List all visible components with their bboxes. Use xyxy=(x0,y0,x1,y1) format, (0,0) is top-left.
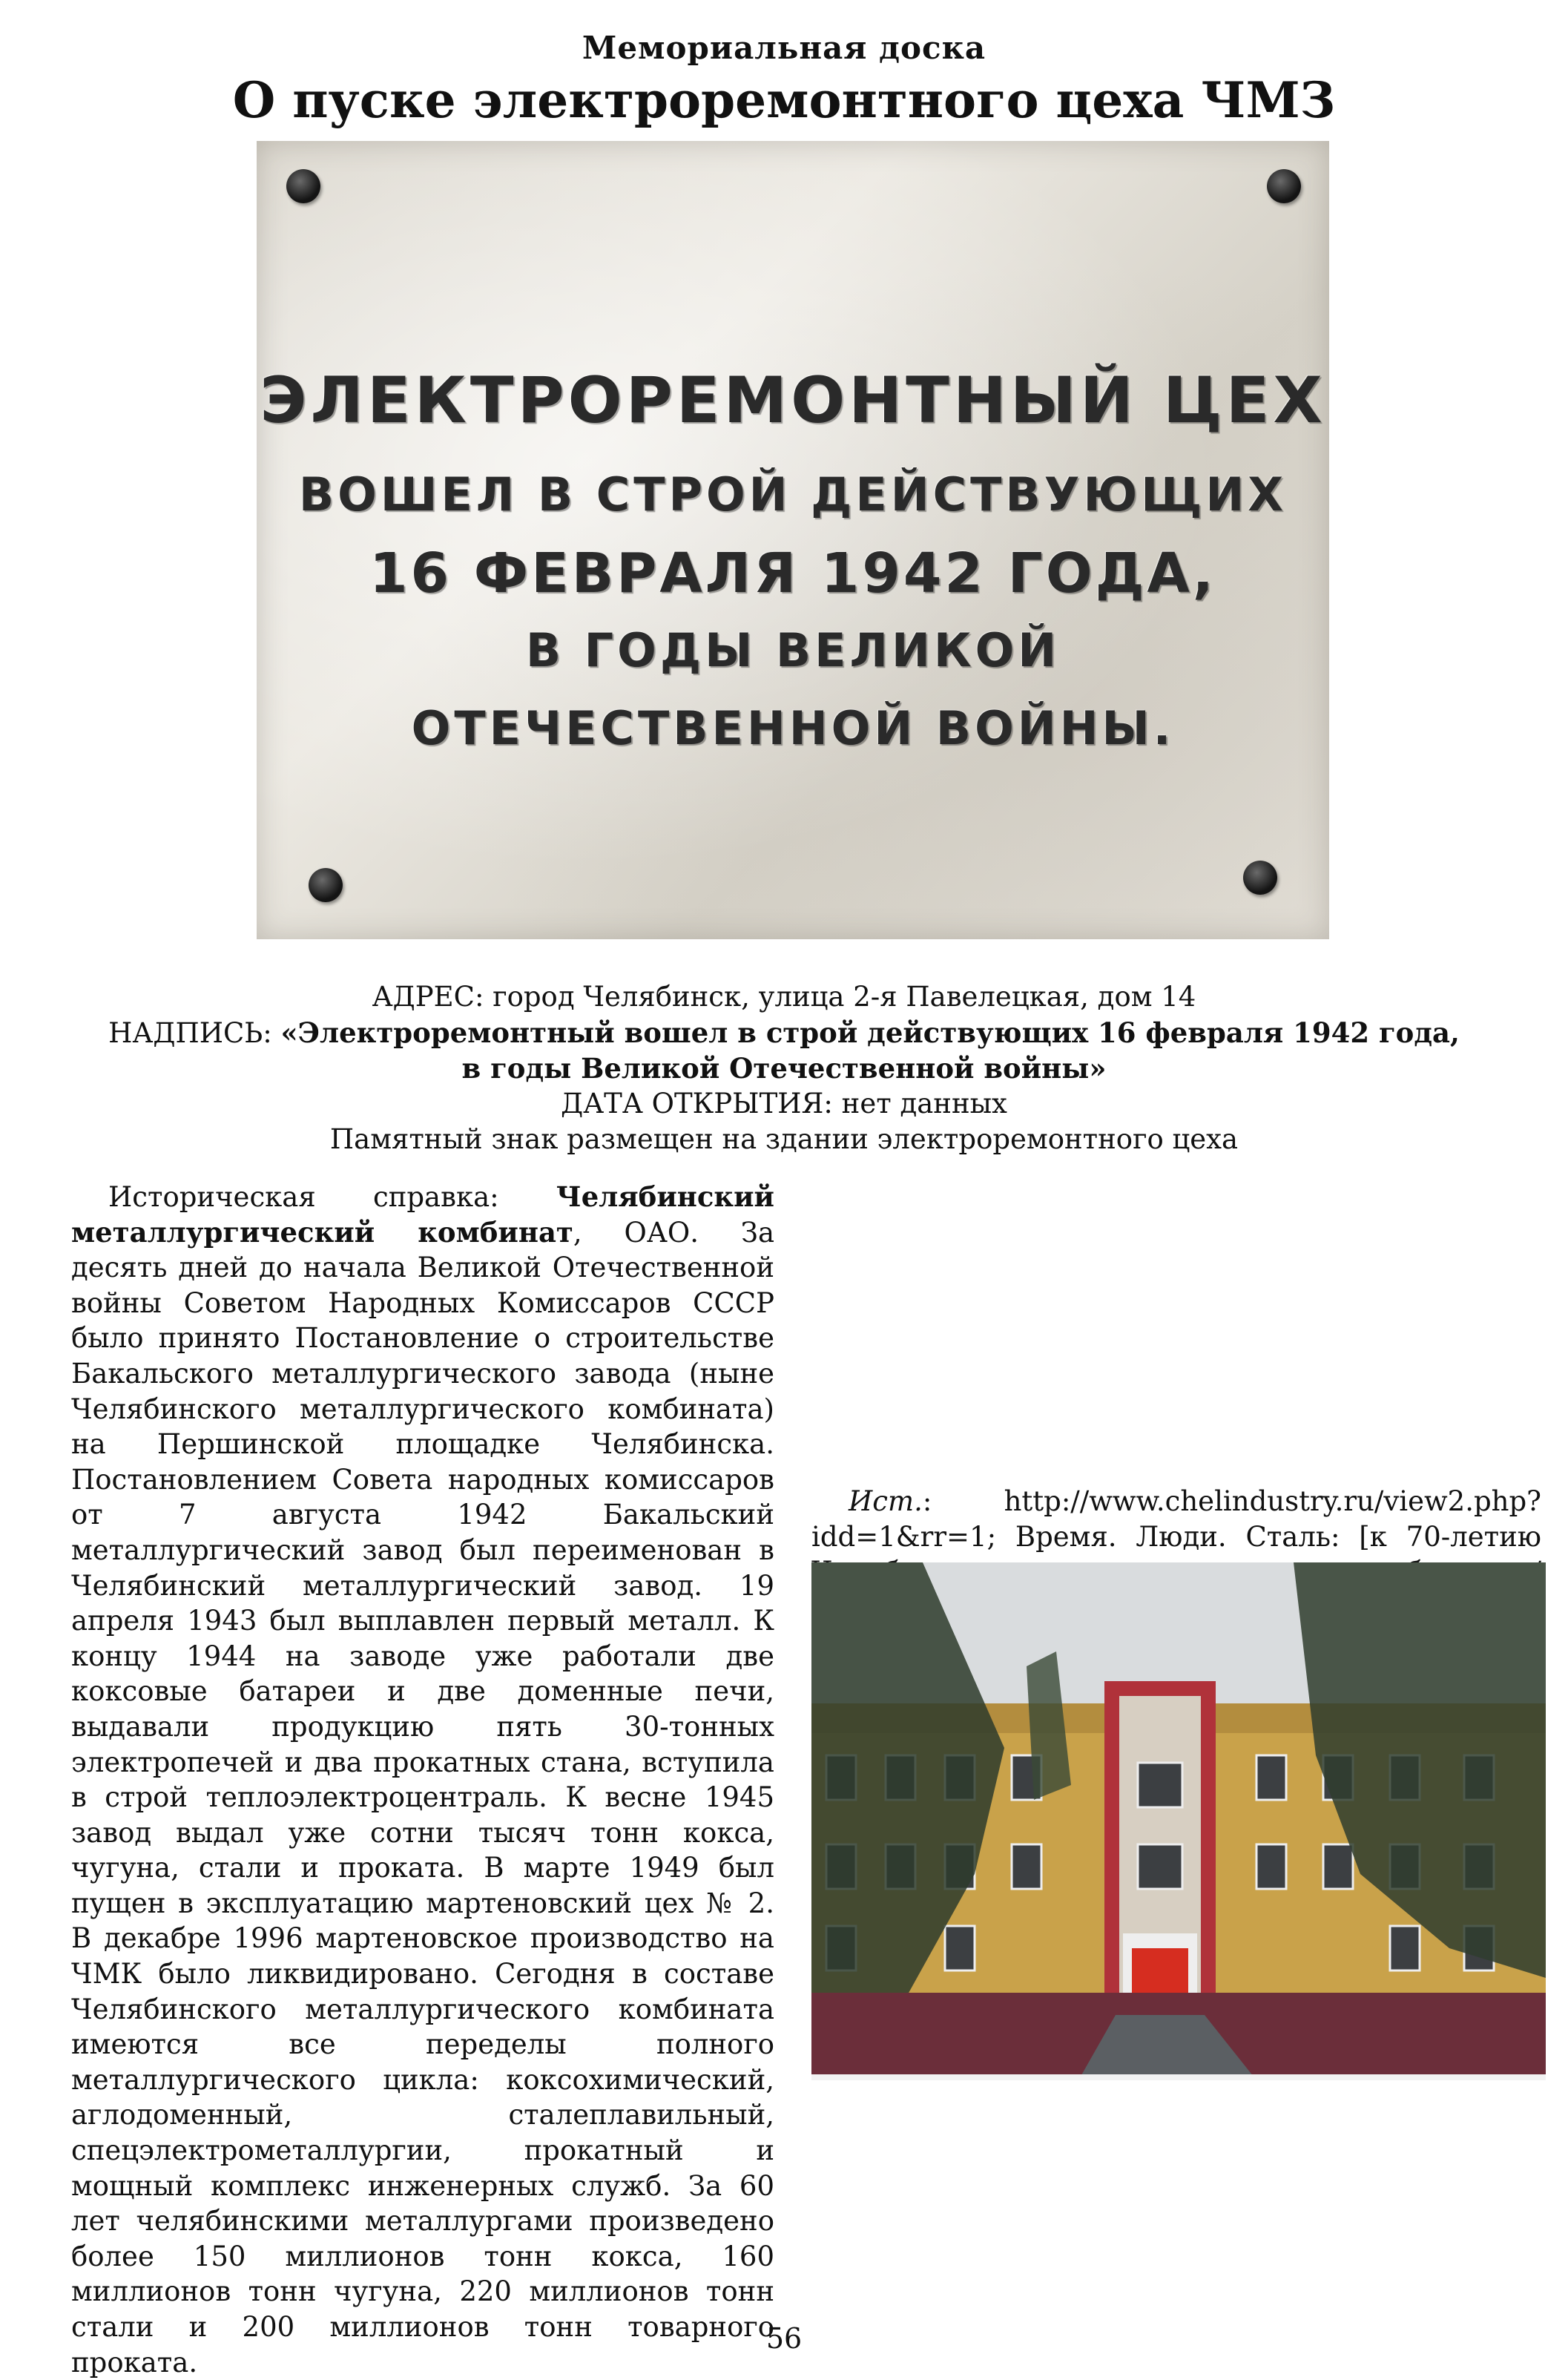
page-title: О пуске электроремонтного цеха ЧМЗ xyxy=(232,71,1336,129)
bolt-icon xyxy=(309,868,343,902)
plaque-line: 16 ФЕВРАЛЯ 1942 ГОДА, xyxy=(369,542,1216,605)
bolt-icon xyxy=(286,169,320,203)
company-name: Челябинский металлургический комбинат xyxy=(71,1180,774,1249)
article-left-column xyxy=(71,1180,774,2380)
source-text: : http://www.chelindustry.ru/view2.php?idd=1&rr=1; Время. Люди. Сталь: [к 70-летию xyxy=(811,1485,1541,1553)
inscription-line-2: в годы Великой Отечественной войны» xyxy=(461,1052,1107,1085)
address-line xyxy=(0,981,1568,1013)
intro-label: Историческая справка: xyxy=(108,1181,499,1213)
opening-date-line xyxy=(0,1088,1568,1120)
building-illustration xyxy=(811,1562,1546,2080)
plaque-line: В ГОДЫ ВЕЛИКОЙ xyxy=(525,623,1061,677)
plaque-line: ВОШЕЛ В СТРОЙ ДЕЙСТВУЮЩИХ xyxy=(298,467,1288,522)
location-note: Памятный знак размещен на здании электроремонтного цеха xyxy=(329,1123,1239,1155)
bolt-icon xyxy=(1267,169,1301,203)
plaque-line: ОТЕЧЕСТВЕННОЙ ВОЙНЫ. xyxy=(411,701,1175,755)
page-number: 56 xyxy=(765,2322,803,2355)
source-label: Ист. xyxy=(849,1485,923,1517)
inscription-text: «Электроремонтный вошел в строй действующих 16 февраля 1942 года, xyxy=(280,1016,1460,1049)
historical-note xyxy=(71,1180,774,2380)
plaque-line: ЭЛЕКТРОРЕМОНТНЫЙ ЦЕХ xyxy=(260,364,1326,438)
inscription-line xyxy=(0,1016,1568,1049)
building-photo xyxy=(811,1562,1546,2080)
company-suffix: , ОАО. xyxy=(573,1216,699,1249)
address-label: АДРЕС: xyxy=(372,981,484,1013)
address-value: город Челябинск, улица 2-я Павелецкая, дом 14 xyxy=(493,981,1196,1013)
plaque-photo xyxy=(257,141,1329,939)
opening-label: ДАТА ОТКРЫТИЯ: xyxy=(561,1088,833,1120)
opening-value: нет данных xyxy=(841,1088,1007,1120)
inscription-label: НАДПИСЬ: xyxy=(108,1017,272,1049)
supertitle: Мемориальная доска xyxy=(582,30,986,66)
article-body: За десять дней до начала Великой Отечественной войны Советом Народных Комиссаров СССР было принято Постановление о строительстве Бакальского металлургического завода (ныне Челябинского металлургического комбината) на Першинской площадке Челябинска. Постановлением Совета народных комиссаров от 7 августа 1942 Бакальский металлургический завод был переименован в Челябинский металлургический завод. 19 апреля 1943 был выплавлен первый металл. К концу 1944 на заводе уже работали две коксовые батареи и две доменные печи, выдавали продукцию пять 30-тонных электропечей и два прокатных стана, вступила в строй теплоэлектроцентраль. К весне 1945 завод выдал уже сотни тысяч тонн кокса, чугуна, стали и проката. В марте 1949 был пущен в эксплуатацию мартеновский цех № 2. В декабре 1996 мартеновское производство на ЧМК было ликвидировано. Сегодня в составе Челябинского металлургического комбината имеются все переделы полного металлургического цикла: коксохимический, аглодоменный, сталеплавильный, спецэлектрометаллургии, прокатный и мощный комплекс инженерных служб. За 60 лет челябинскими металлургами произведено более 150 миллионов тонн кокса, 160 миллионов тонн чугуна, 220 миллионов тонн стали и 200 миллионов тонн товарного проката. xyxy=(71,1216,774,2379)
bolt-icon xyxy=(1243,861,1277,895)
